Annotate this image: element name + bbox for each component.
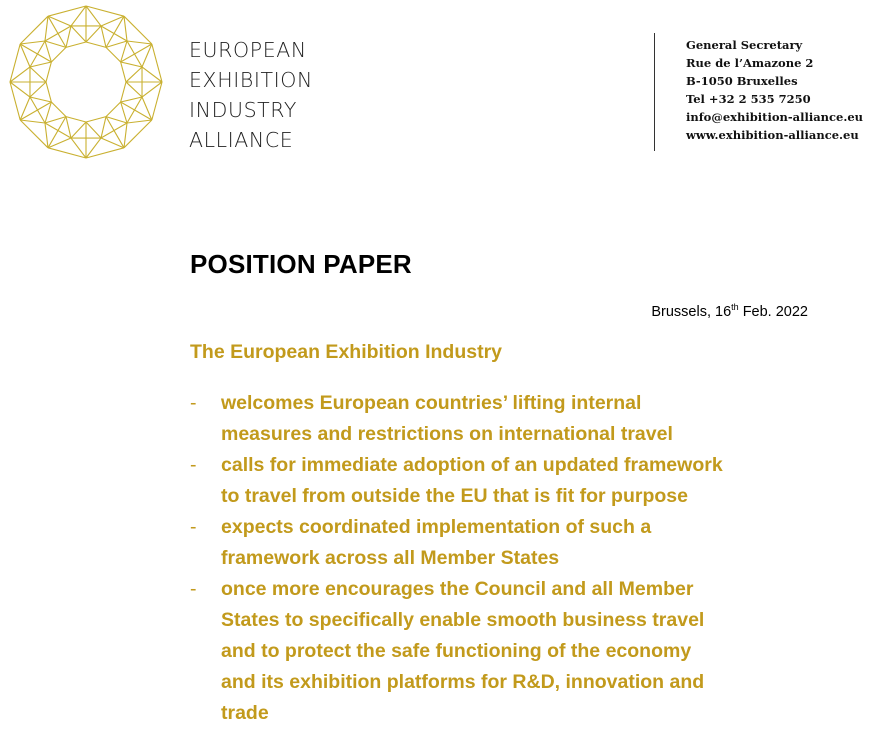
bullet-dash: -	[190, 578, 197, 600]
contact-phone: Tel +32 2 535 7250	[686, 92, 811, 106]
list-item-line: States to specifically enable smooth business travel	[221, 609, 705, 631]
date-ordinal: th	[731, 302, 739, 312]
intro-heading: The European Exhibition Industry	[190, 341, 503, 363]
list-item-line: and to protect the safe functioning of the economy	[221, 640, 692, 662]
list-item-line: framework across all Member States	[221, 547, 560, 569]
position-list	[190, 388, 850, 729]
list-item-line: trade	[221, 702, 269, 724]
date-prefix: Brussels, 16	[651, 303, 732, 320]
list-item	[190, 574, 850, 729]
list-item-line: to travel from outside the EU that is fit for purpose	[221, 485, 688, 507]
list-item	[190, 512, 850, 574]
bullet-dash: -	[190, 516, 197, 538]
list-item-line: measures and restrictions on international travel	[221, 423, 673, 445]
contact-website-link[interactable]: www.exhibition-alliance.eu	[686, 128, 859, 142]
list-item-line: once more encourages the Council and all Member	[221, 578, 694, 600]
document-title: POSITION PAPER	[190, 249, 412, 279]
contact-city: B-1050 Bruxelles	[686, 74, 798, 88]
organization-name	[189, 35, 313, 155]
contact-street: Rue de l’Amazone 2	[686, 56, 814, 70]
bullet-dash: -	[190, 454, 197, 476]
organization-name-line: INDUSTRY	[189, 98, 297, 122]
contact-block	[686, 36, 863, 144]
organization-name-line: EUROPEAN	[189, 38, 307, 62]
organization-name-line: EXHIBITION	[189, 68, 313, 92]
header-divider	[654, 33, 655, 151]
organization-name-line: ALLIANCE	[189, 128, 294, 152]
document-date	[651, 302, 808, 320]
bullet-dash: -	[190, 392, 197, 414]
contact-role: General Secretary	[686, 38, 803, 52]
date-rest: Feb. 2022	[738, 303, 808, 320]
list-item-line: expects coordinated implementation of such a	[221, 516, 652, 538]
contact-email-link[interactable]: info@exhibition-alliance.eu	[686, 110, 864, 124]
list-item	[190, 388, 850, 450]
list-item-line: welcomes European countries’ lifting internal	[221, 392, 642, 414]
list-item-line: calls for immediate adoption of an updated framework	[221, 454, 723, 476]
list-item-line: and its exhibition platforms for R&D, innovation and	[221, 671, 705, 693]
list-item	[190, 450, 850, 512]
alliance-logo-icon	[6, 2, 166, 162]
